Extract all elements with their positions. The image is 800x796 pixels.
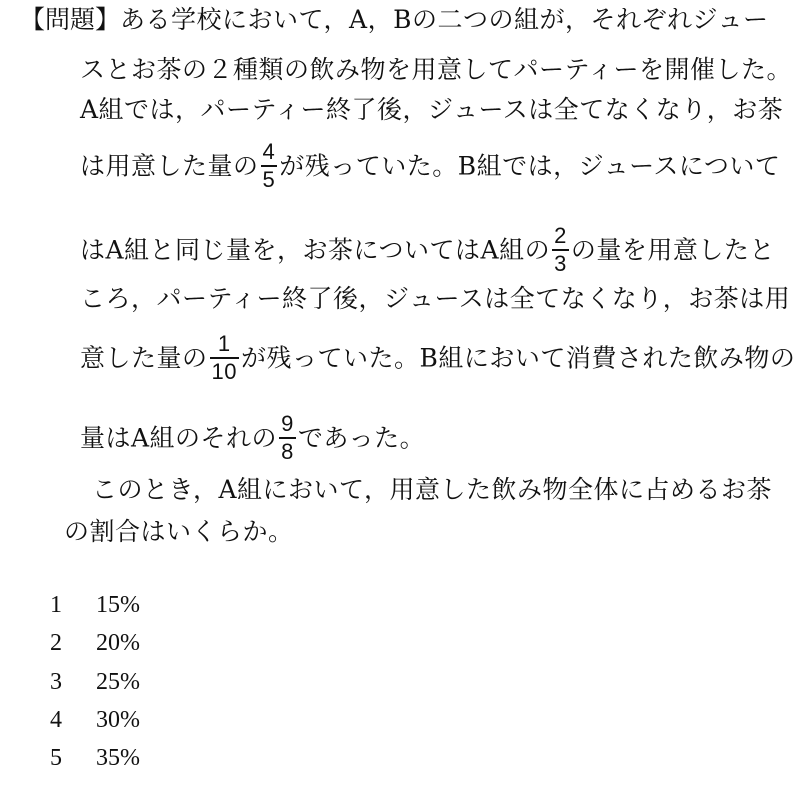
problem-label: 【問題】 — [20, 5, 121, 34]
problem-line-6 — [80, 283, 790, 315]
problem-line-5 — [80, 223, 775, 278]
choice-number: 3 — [50, 669, 62, 695]
problem-line-1 — [20, 4, 768, 36]
choice-text: 15% — [96, 592, 140, 618]
fraction-numerator: 1 — [217, 331, 231, 356]
problem-text-6: ころ，パーティー終了後，ジュースは全てなくなり，お茶は用 — [80, 284, 791, 313]
fraction-4-5 — [261, 140, 278, 192]
choice-text: 30% — [96, 707, 140, 733]
fraction-1-10 — [210, 332, 239, 384]
fraction-numerator: 2 — [554, 223, 567, 248]
problem-text-10: の割合はいくらか。 — [64, 517, 294, 546]
problem-text-8a: 量はA組のそれの — [80, 423, 278, 453]
problem-text-1: ある学校において，A，Bの二つの組が，それぞれジュー — [120, 5, 769, 34]
problem-text-3: A組では，パーティー終了後，ジュースは全てなくなり，お茶 — [80, 95, 784, 124]
choice-4 — [50, 705, 140, 735]
fraction-9-8 — [279, 412, 296, 464]
problem-line-7 — [80, 331, 796, 386]
problem-text-7b: が残っていた。B組において消費された飲み物の — [241, 343, 796, 373]
choice-number: 2 — [50, 630, 62, 656]
choice-text: 25% — [96, 669, 140, 695]
problem-text-5b: の量を用意したと — [570, 235, 775, 265]
fraction-numerator: 9 — [281, 411, 294, 436]
choice-5 — [50, 743, 140, 773]
problem-line-3 — [80, 94, 783, 126]
problem-text-8b: であった。 — [297, 423, 426, 453]
problem-line-4 — [80, 139, 781, 194]
problem-text-7a: 意した量の — [80, 343, 208, 373]
choice-text: 20% — [96, 630, 140, 656]
problem-text-4a: は用意した量の — [80, 151, 259, 181]
choice-3 — [50, 667, 140, 697]
fraction-denominator: 3 — [554, 251, 567, 276]
choice-number: 1 — [50, 592, 62, 618]
problem-text-5a: はA組と同じ量を，お茶についてはA組の — [80, 235, 551, 265]
problem-text-2: スとお茶の２種類の飲み物を用意してパーティーを開催した。 — [80, 55, 793, 84]
choice-text: 35% — [96, 745, 140, 771]
fraction-denominator: 8 — [281, 439, 294, 464]
problem-line-10 — [64, 516, 294, 548]
fraction-denominator: 5 — [262, 167, 276, 192]
fraction-2-3 — [552, 224, 569, 276]
problem-text-9: このとき，A組において，用意した飲み物全体に占めるお茶 — [92, 475, 773, 504]
choice-1 — [50, 590, 140, 620]
problem-line-9 — [92, 474, 772, 506]
choice-2 — [50, 628, 140, 658]
choice-number: 4 — [50, 707, 62, 733]
problem-line-2 — [80, 54, 792, 86]
problem-text-4b: が残っていた。B組では，ジュースについて — [279, 151, 781, 181]
fraction-denominator: 10 — [211, 359, 237, 384]
choice-number: 5 — [50, 745, 62, 771]
fraction-numerator: 4 — [262, 139, 276, 164]
problem-line-8 — [80, 411, 426, 466]
